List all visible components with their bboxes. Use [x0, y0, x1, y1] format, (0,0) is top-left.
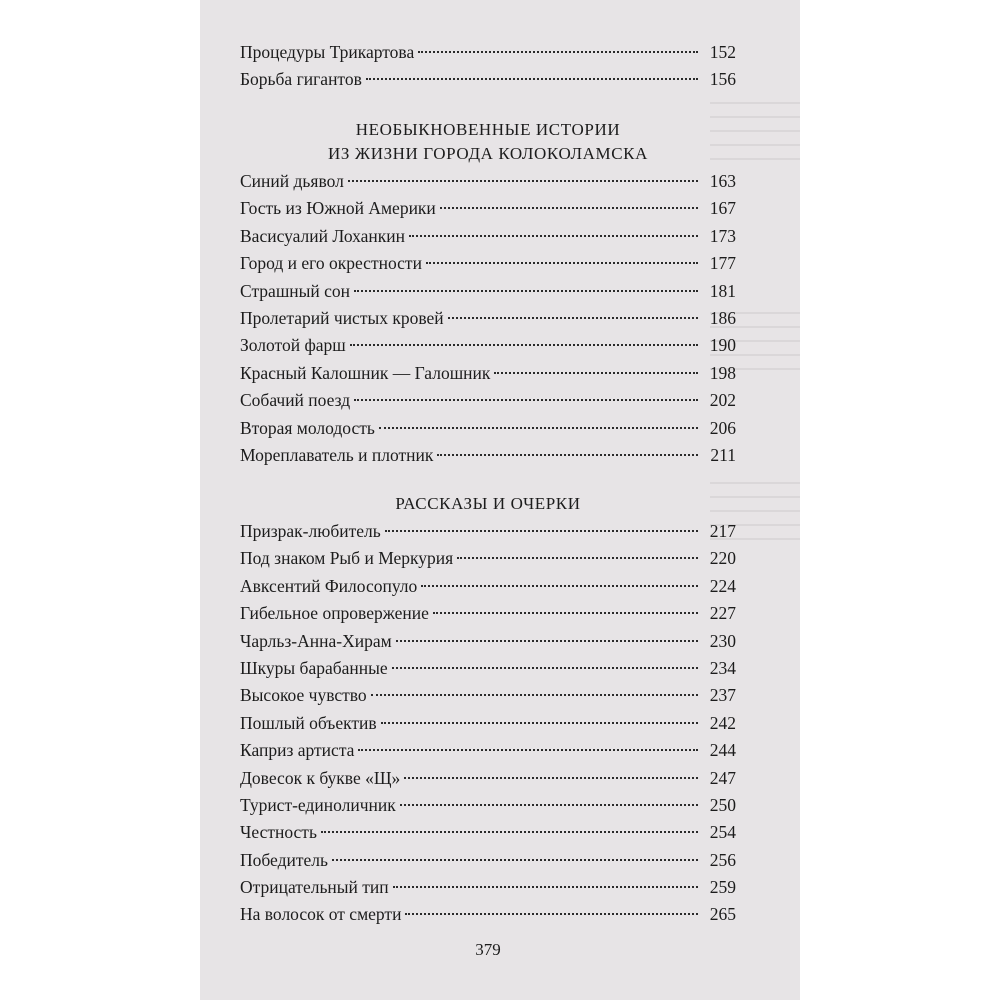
toc-entry [240, 66, 736, 93]
toc-entry-title: Синий дьявол [240, 171, 344, 191]
toc-entry-page: 198 [709, 362, 736, 383]
section-heading-line: ИЗ ЖИЗНИ ГОРОДА КОЛОКОЛАМСКА [328, 143, 648, 163]
toc-entry-page: 230 [709, 630, 736, 651]
toc-entry [240, 765, 736, 792]
toc-entry [240, 278, 736, 305]
dot-leader [457, 557, 698, 559]
toc-entry-page: 250 [709, 794, 736, 815]
dot-leader [332, 859, 698, 861]
dot-leader [440, 207, 698, 209]
toc-entry-page: 163 [709, 171, 736, 191]
toc-entry-title: Победитель [240, 849, 328, 870]
toc-entry [240, 792, 736, 819]
dot-leader [494, 372, 698, 374]
toc-entry-page: 227 [709, 603, 736, 624]
toc-entry [240, 518, 736, 545]
toc-entry-title: Призрак-любитель [240, 521, 381, 541]
dot-leader [354, 290, 698, 292]
toc-entry-title: Каприз артиста [240, 740, 355, 761]
toc-entry [240, 847, 736, 874]
toc-entry-title: Страшный сон [240, 280, 351, 301]
toc-entry-title: Васисуалий Лоханкин [240, 225, 406, 246]
toc-list-section-2 [240, 518, 736, 929]
page-number: 379 [475, 940, 501, 959]
book-page [200, 0, 800, 1000]
dot-leader [437, 454, 698, 456]
toc-entry [240, 168, 736, 195]
toc-entry [240, 901, 736, 928]
toc-entry [240, 332, 736, 359]
toc-entry [240, 545, 736, 572]
toc-entry-page: 202 [709, 390, 736, 411]
toc-entry-page: 217 [709, 521, 736, 541]
toc-entry-page: 177 [709, 253, 736, 274]
toc-entry-page: 265 [709, 904, 736, 925]
toc-entry-title: Гибельное опровержение [240, 603, 429, 624]
toc-entry [240, 360, 736, 387]
toc-list-top [240, 39, 736, 94]
toc-entry-title: Довесок к букве «Щ» [240, 767, 401, 788]
toc-entry [240, 195, 736, 222]
dot-leader [418, 51, 698, 53]
toc-entry [240, 39, 736, 66]
toc-entry-title: Турист-единоличник [240, 794, 396, 815]
dot-leader [379, 427, 698, 429]
dot-leader [405, 913, 698, 915]
toc-entry-page: 173 [709, 225, 736, 246]
toc-entry-title: Пролетарий чистых кровей [240, 307, 444, 328]
toc-entry [240, 737, 736, 764]
toc-entry [240, 223, 736, 250]
toc-entry-page: 259 [709, 877, 736, 898]
toc-entry [240, 442, 736, 469]
dot-leader [448, 317, 698, 319]
toc-entry-title: Под знаком Рыб и Меркурия [240, 548, 454, 569]
toc-entry-page: 242 [709, 712, 736, 733]
toc-entry-title: Красный Калошник — Галошник [240, 362, 491, 383]
toc-entry [240, 387, 736, 414]
toc-entry-page: 167 [709, 198, 736, 219]
toc-entry-page: 244 [709, 740, 736, 761]
toc-entry [240, 682, 736, 709]
toc-entry-title: Чарльз-Анна-Хирам [240, 630, 392, 651]
dot-leader [354, 399, 698, 401]
dot-leader [426, 262, 698, 264]
toc-entry-title: Собачий поезд [240, 390, 351, 411]
toc-entry-page: 190 [709, 335, 736, 356]
toc-entry-page: 234 [709, 657, 736, 678]
toc-entry-title: Отрицательный тип [240, 877, 389, 898]
section-heading-line: РАССКАЗЫ И ОЧЕРКИ [395, 494, 581, 513]
toc-entry-page: 206 [709, 417, 736, 438]
toc-entry-title: Золотой фарш [240, 335, 346, 356]
dot-leader [404, 777, 698, 779]
section-heading-line: НЕОБЫКНОВЕННЫЕ ИСТОРИИ [355, 120, 621, 139]
toc-entry-page: 237 [709, 685, 736, 706]
toc-entry [240, 628, 736, 655]
toc-entry-title: Пошлый объектив [240, 712, 377, 733]
dot-leader [358, 749, 698, 751]
toc-entry-page: 224 [709, 575, 736, 596]
toc-entry-page: 186 [709, 307, 736, 328]
toc-entry-title: Честность [240, 822, 317, 843]
toc-entry-title: На волосок от смерти [240, 904, 402, 925]
dot-leader [385, 530, 698, 532]
dot-leader [381, 722, 698, 724]
dot-leader [393, 886, 698, 888]
toc-entry-title: Город и его окрестности [240, 253, 422, 274]
toc-entry-title: Шкуры барабанные [240, 657, 388, 678]
dot-leader [366, 78, 698, 80]
toc-entry-page: 254 [709, 822, 736, 843]
toc-entry [240, 819, 736, 846]
toc-entry [240, 874, 736, 901]
toc-entry-page: 156 [709, 69, 736, 90]
dot-leader [421, 585, 698, 587]
toc-entry-title: Гость из Южной Америки [240, 198, 436, 219]
toc-entry [240, 305, 736, 332]
dot-leader [371, 694, 698, 696]
toc-entry [240, 600, 736, 627]
toc-entry-title: Вторая молодость [240, 417, 375, 438]
toc-entry-page: 181 [709, 280, 736, 301]
dot-leader [321, 831, 698, 833]
toc-entry-title: Процедуры Трикартова [240, 42, 415, 62]
toc-entry-page: 256 [709, 849, 736, 870]
toc-entry [240, 710, 736, 737]
dot-leader [396, 640, 698, 642]
section-heading [240, 492, 736, 516]
toc-entry [240, 655, 736, 682]
dot-leader [433, 612, 698, 614]
toc-entry-title: Авксентий Филосопуло [240, 575, 418, 596]
toc-entry-page: 152 [709, 42, 736, 62]
toc-entry [240, 415, 736, 442]
toc-entry [240, 250, 736, 277]
dot-leader [350, 344, 698, 346]
dot-leader [348, 180, 698, 182]
section-heading [240, 118, 736, 165]
dot-leader [392, 667, 698, 669]
toc-entry-page: 220 [709, 548, 736, 569]
toc-entry-title: Высокое чувство [240, 685, 367, 706]
toc-entry-page: 247 [709, 767, 736, 788]
toc-entry-title: Мореплаватель и плотник [240, 444, 434, 465]
dot-leader [400, 804, 698, 806]
toc-list-section-1 [240, 168, 736, 469]
toc-entry-page: 211 [710, 444, 736, 465]
toc-entry-title: Борьба гигантов [240, 69, 362, 90]
toc-entry [240, 573, 736, 600]
dot-leader [409, 235, 698, 237]
